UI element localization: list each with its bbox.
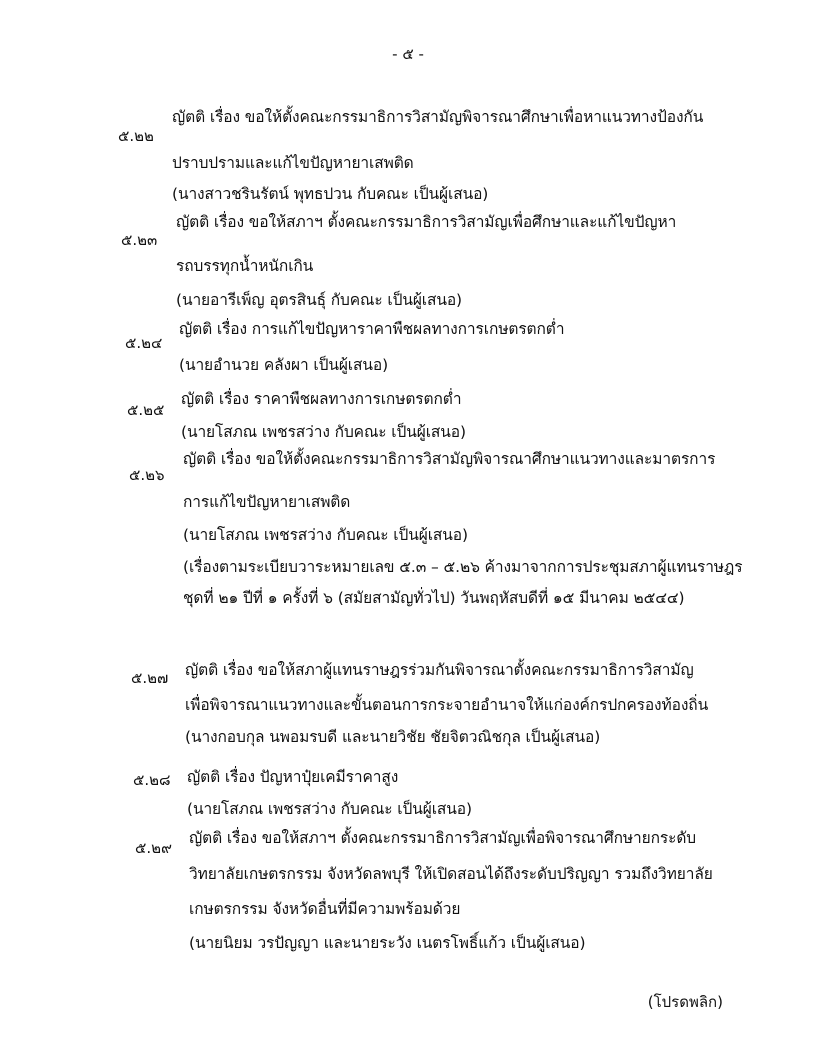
item-text-line: ญัตติ เรื่อง ขอให้ตั้งคณะกรรมาธิการวิสามัญพิจารณาศึกษาแนวทางและมาตรการ — [183, 450, 716, 468]
item-number: ๕.๒๕ — [127, 401, 165, 419]
item-text-line: ญัตติ เรื่อง ขอให้ตั้งคณะกรรมาธิการวิสามัญพิจารณาศึกษาเพื่อหาแนวทางป้องกัน — [172, 108, 704, 126]
item-text-line: ญัตติ เรื่อง ราคาพืชผลทางการเกษตรตกต่ำ — [181, 390, 462, 408]
item-proposer: (นายอำนวย คลังผา เป็นผู้เสนอ) — [179, 356, 389, 374]
item-text-line: ญัตติ เรื่อง ขอให้สภาผู้แทนราษฎรร่วมกันพิจารณาตั้งคณะกรรมาธิการวิสามัญ — [185, 661, 694, 679]
item-number: ๕.๒๘ — [133, 771, 171, 789]
item-text-line: ญัตติ เรื่อง การแก้ไขปัญหาราคาพืชผลทางการเกษตรตกต่ำ — [179, 320, 565, 338]
item-text-line: ญัตติ เรื่อง ขอให้สภาฯ ตั้งคณะกรรมาธิการวิสามัญเพื่อศึกษาและแก้ไขปัญหา — [176, 213, 677, 231]
item-note-line: ชุดที่ ๒๑ ปีที่ ๑ ครั้งที่ ๖ (สมัยสามัญทั่วไป) วันพฤหัสบดีที่ ๑๕ มีนาคม ๒๕๔๔) — [183, 589, 685, 607]
item-number: ๕.๒๓ — [121, 231, 158, 249]
item-proposer: (นายโสภณ เพชรสว่าง กับคณะ เป็นผู้เสนอ) — [187, 800, 472, 818]
item-text-line: ปราบปรามและแก้ไขปัญหายาเสพติด — [172, 154, 414, 172]
item-number: ๕.๒๗ — [131, 669, 169, 687]
page-number: - ๕ - — [392, 45, 424, 63]
item-text-line: การแก้ไขปัญหายาเสพติด — [183, 493, 351, 511]
item-proposer: (นายโสภณ เพชรสว่าง กับคณะ เป็นผู้เสนอ) — [181, 423, 466, 441]
item-text-line: วิทยาลัยเกษตรกรรม จังหวัดลพบุรี ให้เปิดสอนได้ถึงระดับปริญญา รวมถึงวิทยาลัย — [189, 865, 713, 883]
item-proposer: (นางสาวชรินรัตน์ พุทธปวน กับคณะ เป็นผู้เสนอ) — [172, 185, 489, 203]
item-text-line: รถบรรทุกน้ำหนักเกิน — [176, 257, 314, 275]
item-text-line: ญัตติ เรื่อง ขอให้สภาฯ ตั้งคณะกรรมาธิการวิสามัญเพื่อพิจารณาศึกษายกระดับ — [189, 829, 697, 847]
item-proposer: (นางกอบกุล นพอมรบดี และนายวิชัย ชัยจิตวณิชกุล เป็นผู้เสนอ) — [185, 728, 601, 746]
item-text-line: เกษตรกรรม จังหวัดอื่นที่มีความพร้อมด้วย — [189, 900, 461, 918]
item-text-line: ญัตติ เรื่อง ปัญหาปุ๋ยเคมีราคาสูง — [187, 768, 399, 786]
item-number: ๕.๒๖ — [129, 466, 165, 484]
item-number: ๕.๒๙ — [135, 839, 172, 857]
item-proposer: (นายอารีเพ็ญ อุตรสินธุ์ กับคณะ เป็นผู้เสนอ) — [176, 291, 463, 309]
item-text-line: เพื่อพิจารณาแนวทางและขั้นตอนการกระจายอำนาจให้แก่องค์กรปกครองท้องถิ่น — [185, 696, 709, 714]
item-note-line: (เรื่องตามระเบียบวาระหมายเลข ๕.๓ – ๕.๒๖ ค้างมาจากการประชุมสภาผู้แทนราษฎร — [183, 558, 743, 576]
item-number: ๕.๒๒ — [118, 127, 154, 145]
item-proposer: (นายโสภณ เพชรสว่าง กับคณะ เป็นผู้เสนอ) — [183, 526, 468, 544]
please-turn-over-note: (โปรดพลิก) — [647, 993, 723, 1011]
item-proposer: (นายนิยม วรปัญญา และนายระวัง เนตรโพธิ์แก้ว เป็นผู้เสนอ) — [189, 934, 586, 952]
item-number: ๕.๒๔ — [125, 334, 163, 352]
